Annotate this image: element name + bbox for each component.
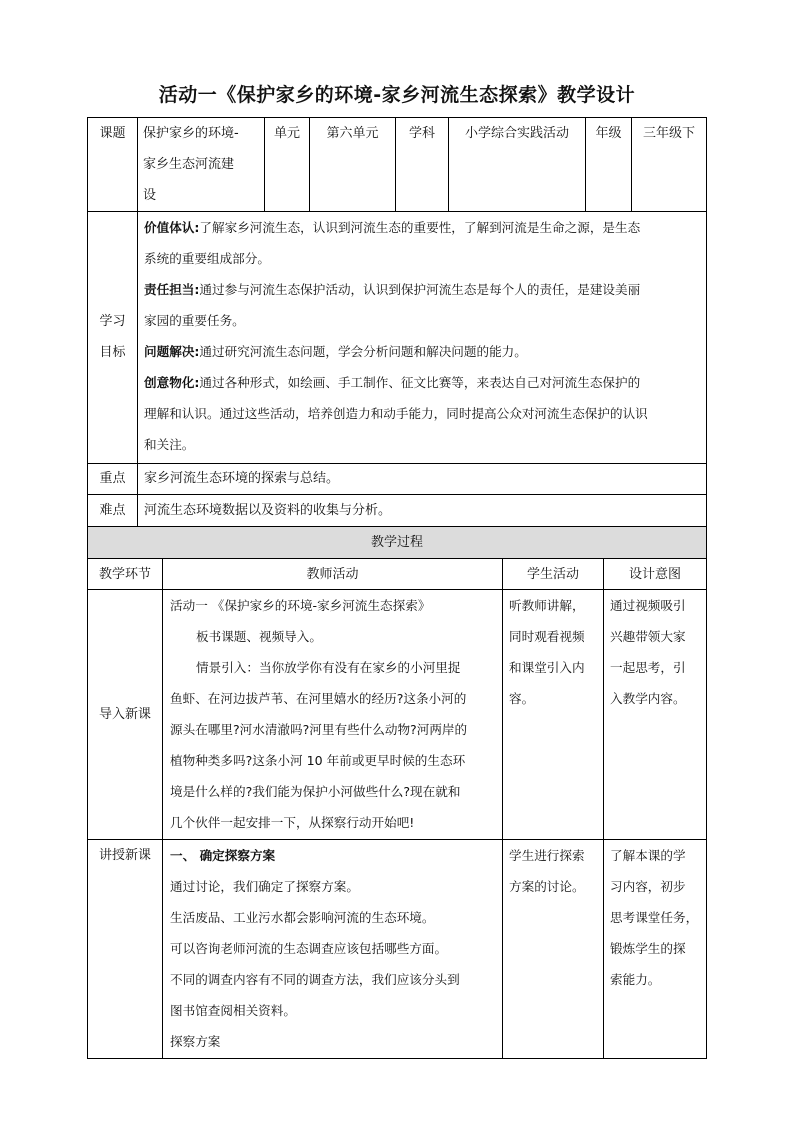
- goals-label: 学习 目标: [99, 314, 126, 360]
- student-activity-intro: 听教师讲解， 同时观看视频 和课堂引入内 容。: [509, 598, 585, 706]
- key-point-label: 重点: [99, 471, 126, 486]
- difficulty-label: 难点: [99, 503, 126, 518]
- subject-label: 学科: [408, 126, 435, 141]
- topic-value: 保护家乡的环境- 家乡生态河流建 设: [143, 126, 239, 203]
- teacher-activity-intro: 活动一 《保护家乡的环境-家乡河流生态探索》 板书课题、视频导入。 情景引入：当你放学你有没有在家乡的小河里捉 鱼虾、在河边拔芦苇、在河里嬉水的经历?这条小河的 源头在哪里?河水清澈吗?河里有些什么动物?河两岸的 植物种类多吗?这条小河 10 年前或更早时候的生态环 境是什么样的?我们能为保护小河做些什么?现在就和 几个伙伴一起安排一下，从探察行动开始吧!: [170, 598, 468, 830]
- grade-label: 年级: [595, 126, 622, 141]
- design-intent-intro: 通过视频吸引 兴趣带领大家 一起思考，引 入教学内容。: [610, 598, 686, 706]
- goal-value: 价值体认:了解家乡河流生态，认识到河流生态的重要性，了解到河流是生命之源，是生态: [144, 220, 641, 235]
- process-header: 教学过程: [370, 535, 423, 550]
- design-intent-new-lesson: 了解本课的学 习内容，初步 思考课堂任务， 锻炼学生的探 索能力。: [610, 848, 699, 987]
- goal-creativity: 创意物化:通过各种形式，如绘画、手工制作、征文比赛等，来表达自己对河流生态保护的: [144, 375, 641, 390]
- column-header-stage: 教学环节: [98, 567, 151, 582]
- difficulty-value: 河流生态环境数据以及资料的收集与分析。: [144, 503, 392, 518]
- grade-value: 三年级下: [642, 126, 695, 141]
- topic-label: 课题: [99, 126, 126, 141]
- subject-value: 小学综合实践活动: [464, 126, 569, 141]
- column-header-student: 学生活动: [526, 567, 579, 582]
- goals-content: 价值体认:了解家乡河流生态，认识到河流生态的重要性，了解到河流是生命之源，是生态 系统的重要组成部分。 责任担当:通过参与河流生态保护活动，认识到保护河流生态是每个人的责任，是建设美丽 家园的重要任务。 问题解决:通过研究河流生态问题，学会分析问题和解决问题的能力。 创意物化:通过各种形式，如绘画、手工制作、征文比赛等，来表达自己对河流生态保护的 理解和认识。通过这些活动，培养创造力和动手能力，同时提高公众对河流生态保护的认识 和关注。: [144, 212, 704, 460]
- goal-responsibility: 责任担当:通过参与河流生态保护活动，认识到保护河流生态是每个人的责任，是建设美丽: [144, 282, 641, 297]
- page-title: 活动一《保护家乡的环境-家乡河流生态探索》教学设计: [158, 84, 636, 106]
- unit-label: 单元: [273, 126, 300, 141]
- student-activity-new-lesson: 学生进行探索 方案的讨论。: [509, 848, 585, 894]
- column-header-intent: 设计意图: [628, 567, 681, 582]
- goal-problem-solving: 问题解决:通过研究河流生态问题，学会分析问题和解决问题的能力。: [144, 344, 527, 359]
- unit-value: 第六单元: [326, 126, 379, 141]
- stage-intro: 导入新课: [98, 707, 151, 722]
- teacher-activity-new-lesson: 一、 确定探察方案 通过讨论，我们确定了探察方案。 生活废品、工业污水都会影响河流的生态环境。 可以咨询老师河流的生态调查应该包括哪些方面。 不同的调查内容有不同的调查方法，我们应该分头到 图书馆查阅相关资料。 探察方案: [170, 848, 460, 1049]
- key-point-value: 家乡河流生态环境的探索与总结。: [144, 471, 340, 486]
- column-header-teacher: 教师活动: [306, 567, 359, 582]
- stage-new-lesson: 讲授新课: [98, 848, 151, 863]
